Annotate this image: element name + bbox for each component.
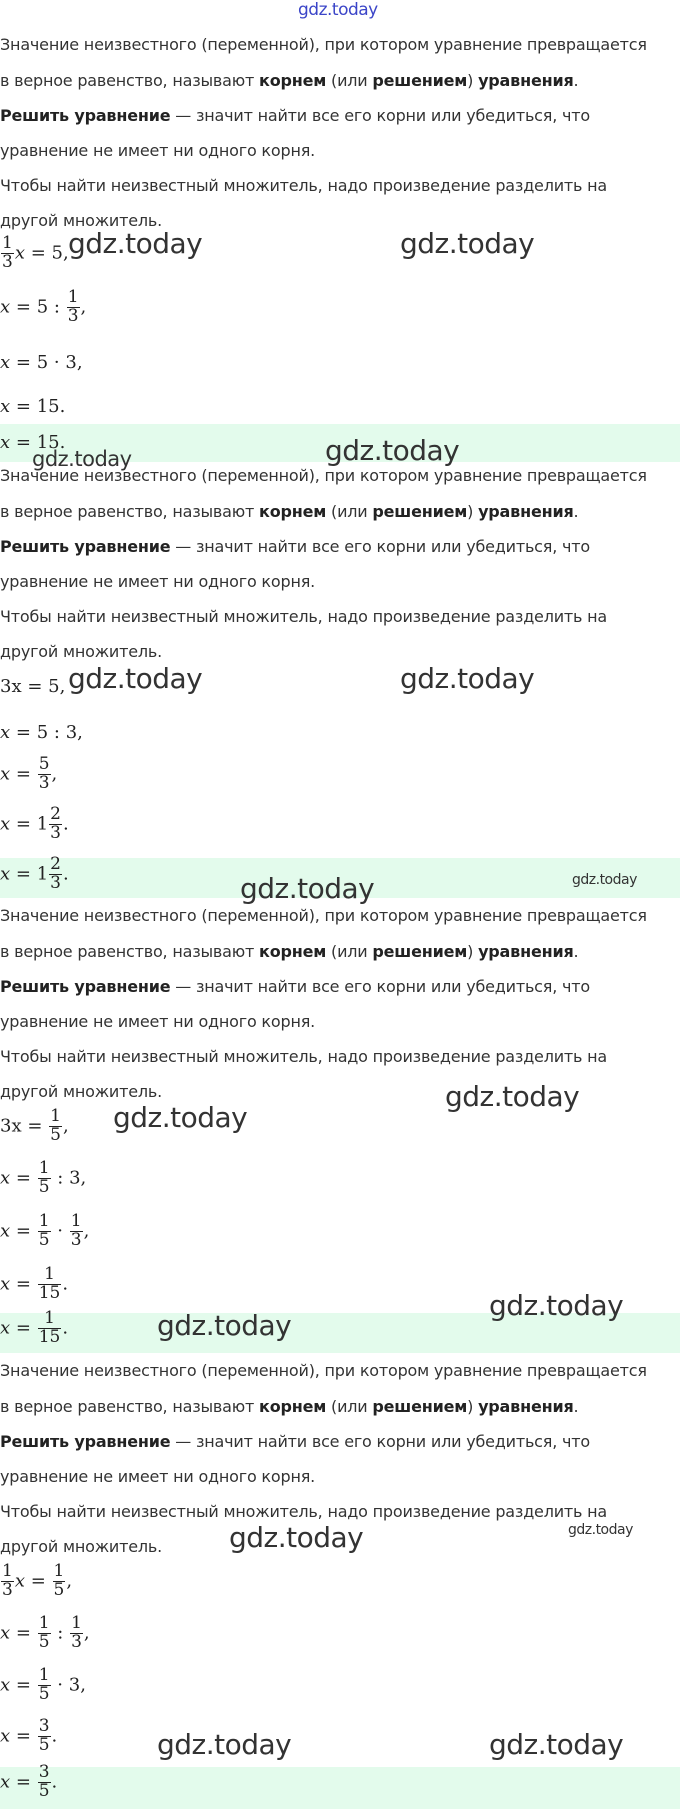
theory-line-1: Значение неизвестного (переменной), при котором уравнение превращается (0, 906, 647, 925)
theory-line-6: другой множитель. (0, 642, 163, 661)
watermark: gdz.today (32, 447, 132, 471)
theory-line-3: Решить уравнение — значит найти все его корни или убедиться, что (0, 106, 590, 125)
theory-line-1: Значение неизвестного (переменной), при котором уравнение превращается (0, 35, 647, 54)
site-link[interactable]: gdz.today (298, 0, 378, 20)
equation-step: x = $\frac{1}{5}$ : $\frac{1}{3}$ , (0, 1613, 90, 1652)
equation-step: x = 15. (0, 396, 66, 417)
theory-line-2: в верное равенство, называют корнем (или решением) уравнения. (0, 942, 579, 961)
equation-step: $\frac{1}{3}$ x = 5, (2, 233, 69, 272)
equation-step: x = $\frac{1}{15}$ . (0, 1264, 69, 1303)
theory-line-2: в верное равенство, называют корнем (или решением) уравнения. (0, 1397, 579, 1416)
theory-line-6: другой множитель. (0, 211, 163, 230)
watermark: gdz.today (68, 227, 203, 260)
equation-step: x = 5 : 3, (0, 722, 83, 743)
watermark: gdz.today (400, 662, 535, 695)
equation-step: $\frac{1}{3}$ x = $\frac{1}{5}$ , (2, 1561, 73, 1600)
answer-band (0, 1767, 680, 1809)
theory-line-2: в верное равенство, называют корнем (или решением) уравнения. (0, 502, 579, 521)
theory-line-4: уравнение не имеет ни одного корня. (0, 572, 316, 591)
watermark: gdz.today (568, 1522, 633, 1538)
watermark: gdz.today (157, 1309, 292, 1342)
answer: x = 1 $\frac{2}{3}$ . (0, 854, 69, 893)
watermark: gdz.today (68, 662, 203, 695)
equation-step: x = $\frac{5}{3}$ , (0, 754, 58, 793)
theory-line-6: другой множитель. (0, 1082, 163, 1101)
watermark: gdz.today (445, 1080, 580, 1113)
equation-step: x = 1 $\frac{2}{3}$ . (0, 804, 69, 843)
theory-line-5: Чтобы найти неизвестный множитель, надо произведение разделить на (0, 607, 608, 626)
watermark: gdz.today (489, 1728, 624, 1761)
theory-line-5: Чтобы найти неизвестный множитель, надо произведение разделить на (0, 1047, 608, 1066)
equation-step: 3x = 5, (0, 676, 66, 697)
equation-step: x = 5 · 3, (0, 352, 83, 373)
theory-line-6: другой множитель. (0, 1537, 163, 1556)
theory-line-3: Решить уравнение — значит найти все его корни или убедиться, что (0, 977, 590, 996)
theory-line-1: Значение неизвестного (переменной), при котором уравнение превращается (0, 466, 647, 485)
watermark: gdz.today (113, 1101, 248, 1134)
watermark: gdz.today (400, 227, 535, 260)
equation-step: x = $\frac{1}{5}$ · $\frac{1}{3}$ , (0, 1211, 90, 1250)
watermark: gdz.today (240, 872, 375, 905)
theory-line-4: уравнение не имеет ни одного корня. (0, 141, 316, 160)
equation-step: 3x = $\frac{1}{5}$ , (0, 1106, 69, 1145)
theory-line-3: Решить уравнение — значит найти все его корни или убедиться, что (0, 1432, 590, 1451)
watermark: gdz.today (489, 1289, 624, 1322)
equation-step: x = 5 : $\frac{1}{3}$ , (0, 287, 87, 326)
theory-line-4: уравнение не имеет ни одного корня. (0, 1467, 316, 1486)
watermark: gdz.today (157, 1728, 292, 1761)
equation-step: x = $\frac{3}{5}$ . (0, 1716, 58, 1755)
watermark: gdz.today (572, 872, 637, 888)
theory-line-5: Чтобы найти неизвестный множитель, надо произведение разделить на (0, 176, 608, 195)
answer: x = $\frac{3}{5}$ . (0, 1762, 58, 1801)
answer: x = $\frac{1}{15}$ . (0, 1308, 69, 1347)
theory-line-5: Чтобы найти неизвестный множитель, надо произведение разделить на (0, 1502, 608, 1521)
theory-line-3: Решить уравнение — значит найти все его корни или убедиться, что (0, 537, 590, 556)
watermark: gdz.today (325, 434, 460, 467)
solution-block-3 (0, 898, 680, 1338)
watermark: gdz.today (229, 1521, 364, 1554)
equation-step: x = $\frac{1}{5}$ · 3, (0, 1665, 86, 1704)
theory-line-4: уравнение не имеет ни одного корня. (0, 1012, 316, 1031)
equation-step: x = $\frac{1}{5}$ : 3, (0, 1158, 87, 1197)
theory-line-2: в верное равенство, называют корнем (или решением) уравнения. (0, 71, 579, 90)
answer: x = 15. (0, 432, 66, 453)
theory-line-1: Значение неизвестного (переменной), при котором уравнение превращается (0, 1361, 647, 1380)
